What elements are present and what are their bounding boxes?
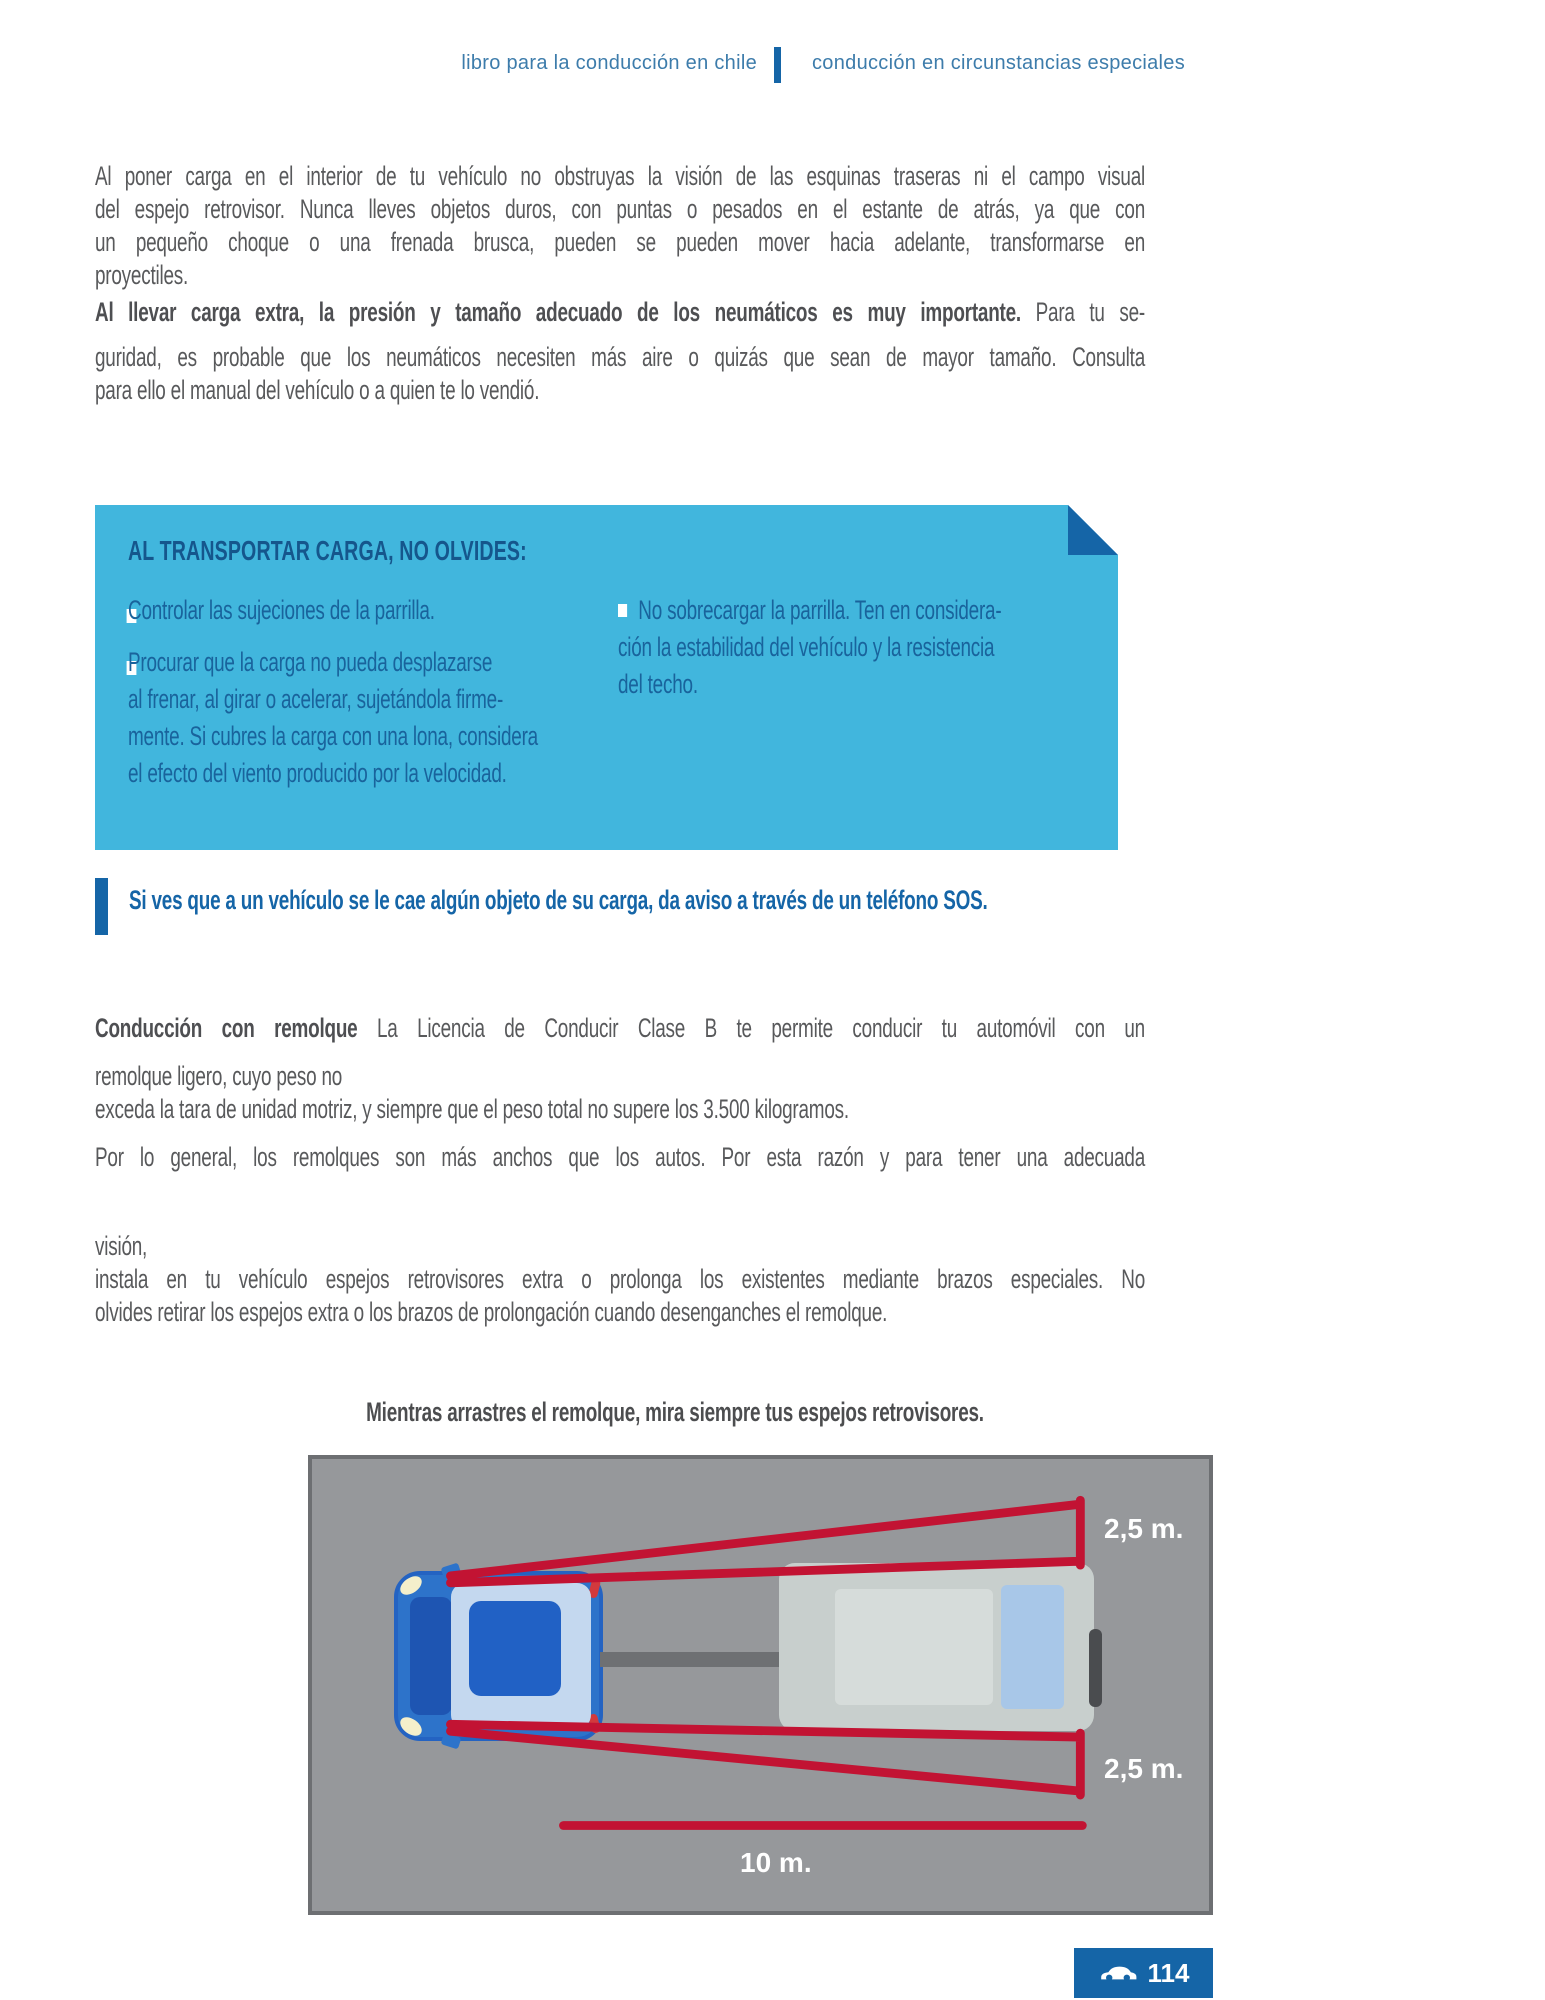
cargo-box-columns bbox=[128, 592, 1085, 792]
cargo-tips-box bbox=[95, 505, 1118, 850]
text-line: Conducción con remolque La Licencia de Conducir Clase B te permite conducir tu automóvil con un bbox=[95, 1013, 1145, 1043]
page-footer bbox=[1074, 1948, 1213, 1998]
text-line: un pequeño choque o una frenada brusca, pueden se pueden mover hacia adelante, transformarse en bbox=[95, 227, 1145, 257]
sos-callout-text: Si ves que a un vehículo se le cae algún objeto de su carga, da aviso a través de un teléfono SOS. bbox=[129, 885, 988, 915]
header-chapter-title: conducción en circunstancias especiales bbox=[812, 52, 1186, 74]
callout-accent-bar bbox=[95, 878, 108, 935]
text-line: del espejo retrovisor. Nunca lleves objetos duros, con puntas o pesados en el estante de atrás, ya que con bbox=[95, 194, 1145, 224]
text-line: olvides retirar los espejos extra o los brazos de prolongación cuando desenganches el remolque. bbox=[95, 1297, 888, 1327]
text-line: Procurar que la carga no pueda desplazarse bbox=[128, 647, 493, 677]
text-line: ción la estabilidad del vehículo y la resistencia bbox=[618, 632, 995, 662]
text-line: para ello el manual del vehículo o a quien te lo vendió. bbox=[95, 375, 540, 405]
diagram-caption: Mientras arrastres el remolque, mira siempre tus espejos retrovisores. bbox=[366, 1397, 984, 1427]
sightline-bottom-wedge bbox=[450, 1724, 1080, 1795]
text-line: el efecto del viento producido por la velocidad. bbox=[128, 758, 507, 788]
paragraph-trailer-driving bbox=[95, 1012, 1145, 1329]
sightline-top-wedge bbox=[450, 1500, 1080, 1583]
cargo-box-left-column bbox=[128, 592, 618, 792]
text-line: Al poner carga en el interior de tu vehículo no obstruyas la visión de las esquinas traseras ni el campo visual bbox=[95, 161, 1145, 191]
text-line: remolque ligero, cuyo peso no bbox=[95, 1061, 343, 1091]
clearance-label-top: 2,5 m. bbox=[1104, 1513, 1184, 1544]
text-line: Controlar las sujeciones de la parrilla. bbox=[128, 595, 435, 625]
text-line: No sobrecargar la parrilla. Ten en considera- bbox=[618, 592, 1080, 629]
paragraph-tire-pressure bbox=[95, 296, 1145, 407]
header-divider bbox=[774, 47, 781, 83]
text-line: proyectiles. bbox=[95, 260, 189, 290]
text-line: exceda la tara de unidad motriz, y siempre que el peso total no supere los 3.500 kilogramos. bbox=[95, 1094, 849, 1124]
text-line: Por lo general, los remolques son más anchos que los autos. Por esta razón y para tener una adecuada bbox=[95, 1142, 1145, 1172]
text-line: guridad, es probable que los neumáticos necesiten más aire o quizás que sean de mayor tamaño. Consulta bbox=[95, 342, 1145, 372]
mirror-sightlines bbox=[312, 1459, 1209, 1911]
square-bullet-icon bbox=[618, 604, 627, 617]
page-number: 114 bbox=[1147, 1957, 1190, 1988]
text-line: mente. Si cubres la carga con una lona, considera bbox=[128, 721, 538, 751]
car-icon bbox=[1098, 1963, 1138, 1983]
text-line: instala en tu vehículo espejos retrovisores extra o prolonga los existentes mediante brazos especiales. No bbox=[95, 1264, 1145, 1294]
cargo-box-title: AL TRANSPORTAR CARGA, NO OLVIDES: bbox=[128, 535, 527, 566]
text-line: al frenar, al girar o acelerar, sujetándola firme- bbox=[128, 684, 504, 714]
text-line: del techo. bbox=[618, 669, 698, 699]
trailer-mirror-diagram bbox=[308, 1455, 1213, 1915]
paragraph-interior-cargo bbox=[95, 160, 1145, 292]
rear-distance-label: 10 m. bbox=[740, 1847, 812, 1878]
text-line: Al llevar carga extra, la presión y tamaño adecuado de los neumáticos es muy importante. Para tu se- bbox=[95, 297, 1145, 327]
cargo-box-right-column bbox=[618, 592, 1080, 792]
header-book-title: libro para la conducción en chile bbox=[461, 52, 757, 74]
text-line: visión, bbox=[95, 1231, 148, 1261]
clearance-label-bottom: 2,5 m. bbox=[1104, 1753, 1184, 1784]
